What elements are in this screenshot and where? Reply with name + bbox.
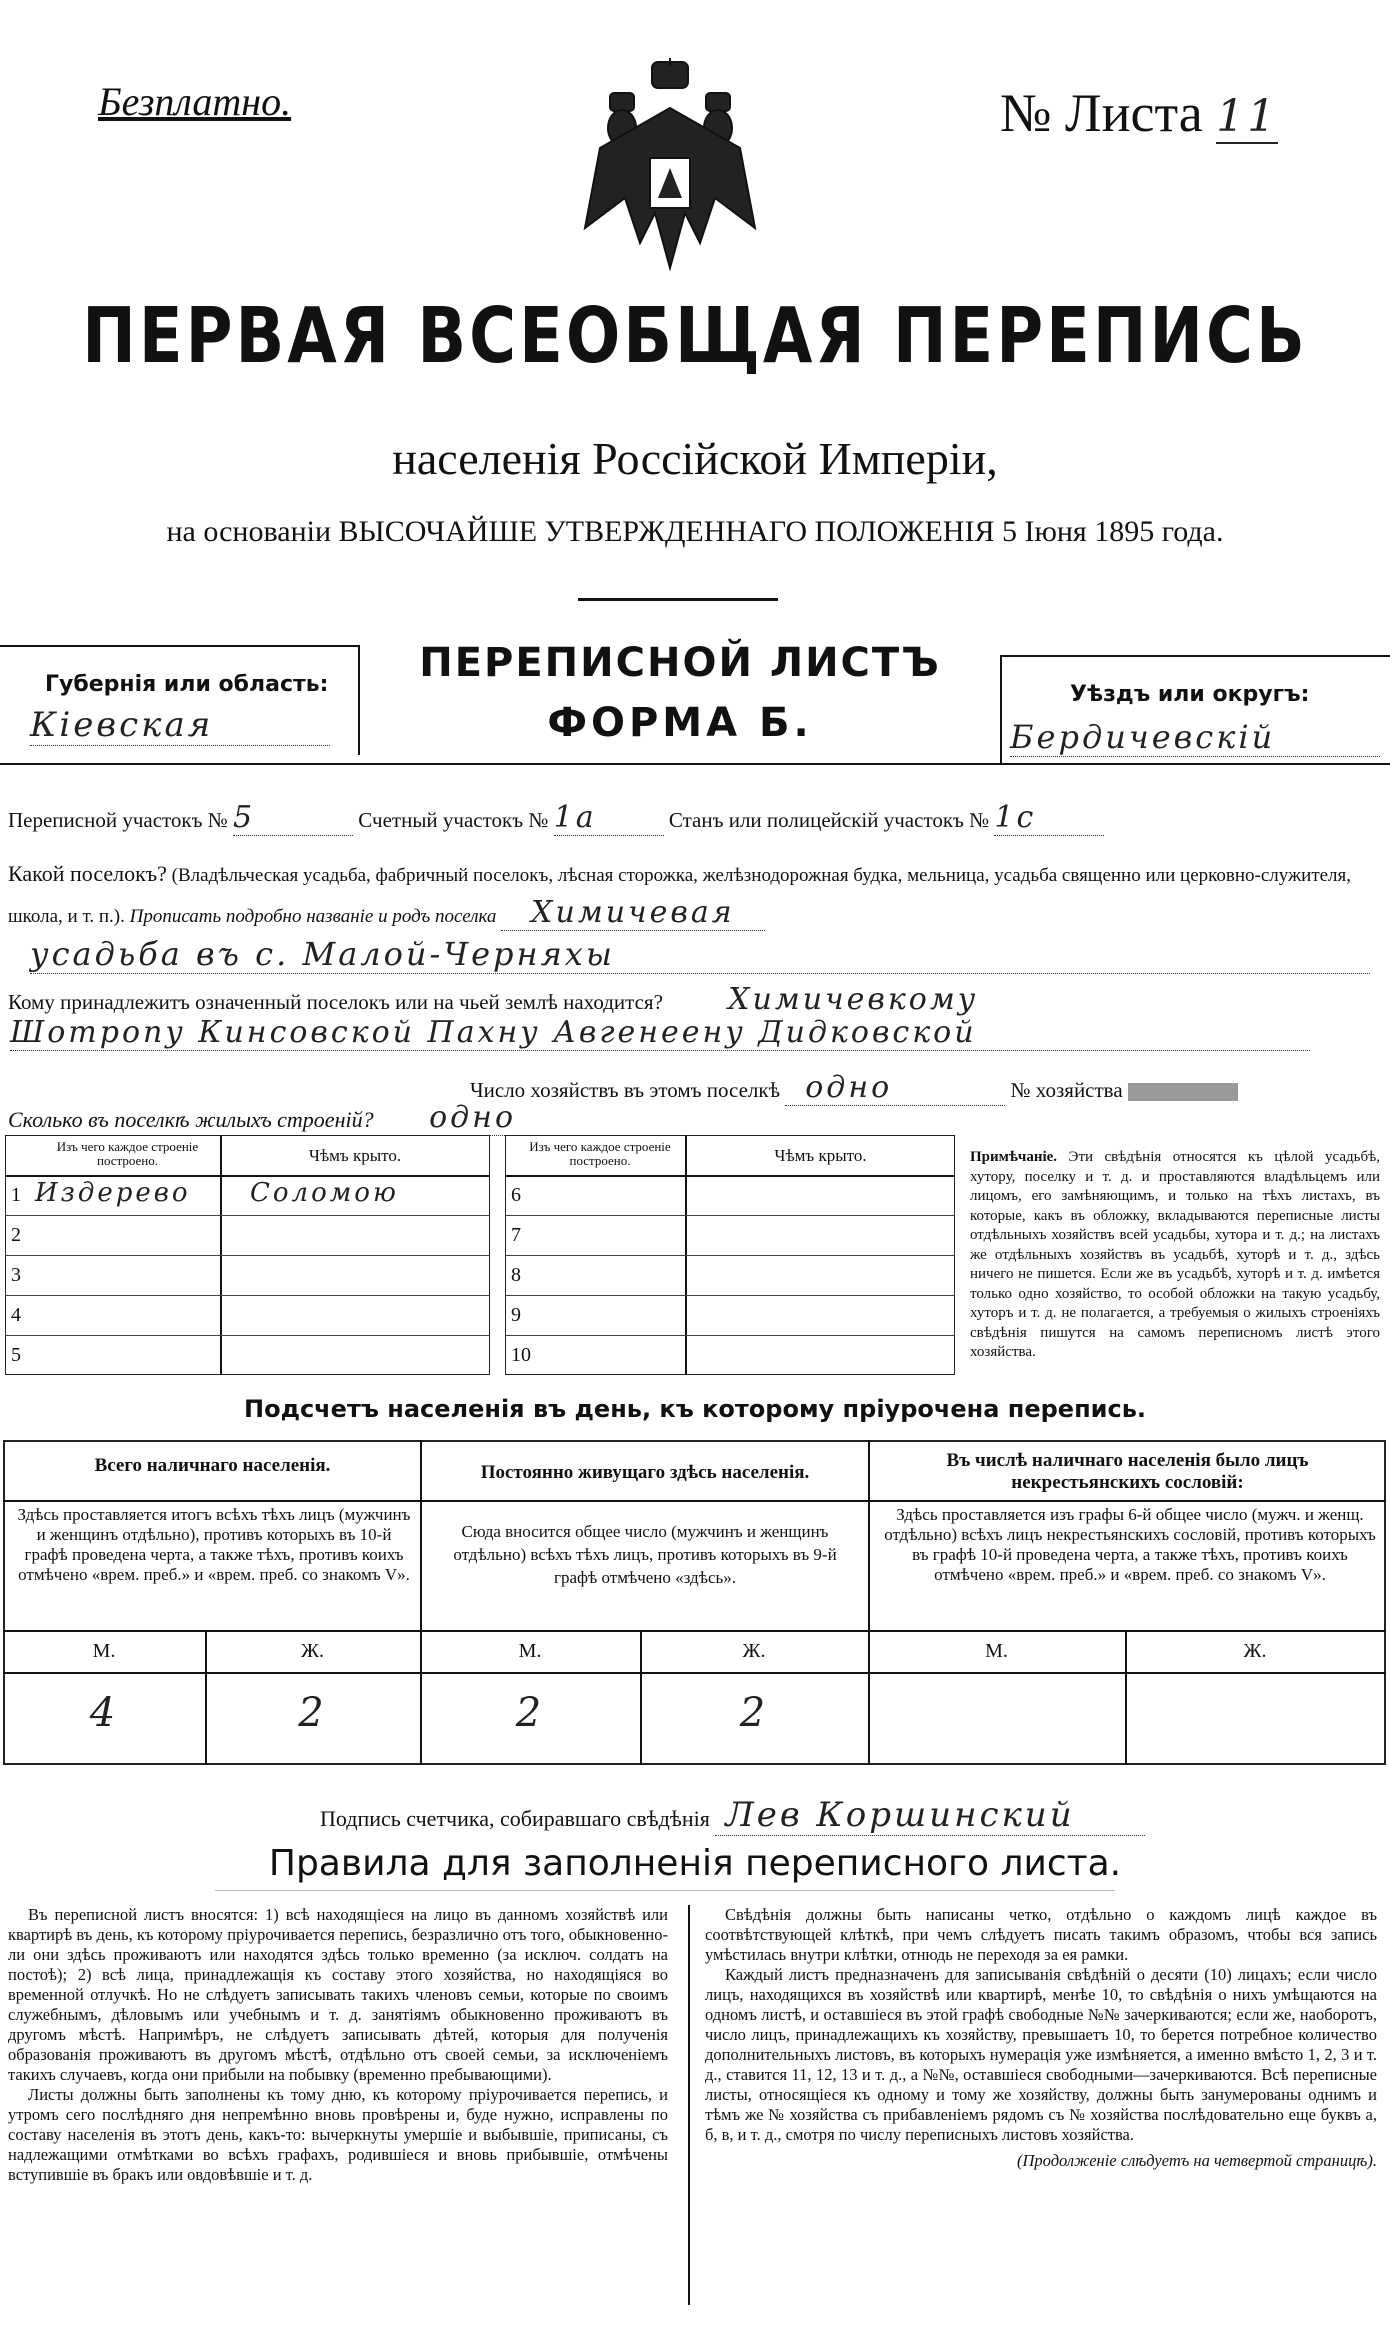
- double-headed-eagle-icon: [580, 58, 760, 288]
- col2-m-label: М.: [518, 1640, 542, 1662]
- counting-district-value: 1а: [554, 800, 664, 836]
- signature-label: Подпись счетчика, собиравшаго свѣдѣнія: [320, 1806, 710, 1831]
- uezd-value: Бердичевскій: [1010, 718, 1380, 757]
- left-row-number: 1: [11, 1184, 21, 1206]
- sheet-label: № Листа: [1000, 83, 1203, 143]
- left-col-material: Изъ чего каждое строеніе построено.: [56, 1139, 199, 1168]
- stan-label: Станъ или полицейскій участокъ №: [668, 808, 990, 832]
- rules-left-column: [8, 1905, 668, 2185]
- form-bottom-rule: [0, 763, 1390, 765]
- right-col-roof: Чѣмъ крыто.: [774, 1146, 867, 1165]
- rules-right-column: [705, 1905, 1377, 2171]
- col3-m-label: М.: [985, 1640, 1008, 1662]
- buildings-row: [8, 1100, 659, 1136]
- count-col3-text: Здѣсь проставляется изъ графы 6-й общее число (мужч. и женщ. отдѣльно) всѣхъ лицъ некрестьянскихъ сословій, противъ которыхъ въ графѣ 10-й проведена черта, а также тѣхъ, противъ коихъ отмѣчено «врем. преб.» и «врем. преб. со знакомъ V».: [884, 1505, 1376, 1584]
- form-title: ПЕРЕПИСНОЙ ЛИСТЪ: [419, 640, 941, 686]
- subtitle: населенія Россійской Имперіи,: [392, 433, 998, 484]
- count-col1-title: Всего наличнаго населенія.: [94, 1455, 331, 1476]
- free-label: Безплатно.: [98, 79, 292, 124]
- rules-column-divider: [688, 1905, 690, 2305]
- note-title: Примѣчаніе.: [970, 1149, 1058, 1165]
- owner-row: [8, 982, 1383, 1017]
- signature-row: [320, 1795, 1145, 1836]
- households-value: одно: [785, 1070, 1005, 1106]
- left-row-number: 5: [11, 1344, 21, 1366]
- count-col2-title: Постоянно живущаго здѣсь населенія.: [480, 1462, 810, 1483]
- owner-value-1: Химичевкому: [728, 982, 979, 1017]
- right-row: [505, 1216, 955, 1256]
- rules-right-p1: Свѣдѣнія должны быть написаны четко, отдѣльно о каждомъ лицѣ каждое въ соотвѣтствующей клѣткѣ, при чемъ слѣдуетъ писать такимъ образомъ, чтобы вся запись умѣстилась внутри клѣтки, отнюдь не переходя за ея рамки.: [705, 1905, 1377, 1964]
- col1-f-label: Ж.: [301, 1640, 324, 1662]
- settlement-instruction: Прописать подробно названіе и родъ поселка: [129, 906, 497, 927]
- main-title: ПЕРВАЯ ВСЕОБЩАЯ ПЕРЕПИСЬ: [82, 292, 1308, 382]
- census-district-row: [8, 800, 1388, 836]
- count-col3-title: Въ числѣ наличнаго населенія было лицъ некрестьянскихъ сословій:: [946, 1450, 1309, 1493]
- right-row: [505, 1336, 955, 1376]
- form-top-rule-left: [0, 645, 360, 647]
- count-heading: Подсчетъ населенія въ день, къ которому пріурочена перепись.: [244, 1395, 1146, 1423]
- owner-label: Кому принадлежитъ означенный поселокъ или на чьей землѣ находится?: [8, 990, 663, 1014]
- settlement-label: Какой поселокъ?: [8, 861, 167, 886]
- count-mf-rule-bottom: [3, 1672, 1386, 1674]
- settlement-value-2: усадьба въ с. Малой-Черняхы: [30, 935, 1370, 974]
- note-text: Эти свѣдѣнія относятся къ цѣлой усадьбѣ, хутору, поселку и т. д. и проставляются владѣльцемъ или лицомъ, его замѣняющимъ, и только на тѣхъ листахъ, въ которые, какъ въ обложку, вкладываются переписные листы отдѣльныхъ хозяйствъ всей усадьбы, хутора и т. д.; на листахъ же отдѣльныхъ хозяйствъ въ усадьбѣ, хуторѣ и т. д., здѣсь ничего не пишется. Если же въ усадьбѣ, хуторѣ и т. д. имѣется только одно хозяйство, то особой обложки на такую усадьбу, хуторъ и т. д. не полагается, а требуемыя о жилыхъ строеніяхъ свѣдѣнія пишутся на самомъ переписномъ листѣ этого хозяйства.: [970, 1149, 1381, 1360]
- rules-right-p2: Каждый листъ предназначенъ для записыванія свѣдѣній о десяти (10) лицахъ; если число лицъ, находящихся въ хозяйствѣ или квартирѣ, менѣе 10, то свѣдѣнія о нихъ умѣщаются на одномъ листѣ, и оставшіеся въ этой графѣ свободные №№ зачеркиваются; если же, наоборотъ, число лицъ, принадлежащихъ къ хозяйству, превышаетъ 10, то берется потребное количество дополнительныхъ листовъ, въ которыхъ нумерація уже измѣняется, а именно вмѣсто 1, 2, 3 и т. д., ставится 11, 12, 13 и т. д., а №№, оставшіеся свободными—зачеркиваются. Всѣ переписные листы, относящіеся къ одному и тому же хозяйству, должны быть занумерованы однимъ и тѣмъ же № хозяйства съ прибавленіемъ рядомъ съ № хозяйства послѣдовательно еще буквъ а, б, в, и т. д., смотря по числу переписныхъ листовъ хозяйства.: [705, 1965, 1377, 2144]
- right-row-number: 9: [511, 1304, 521, 1326]
- col2-m-value: 2: [515, 1690, 545, 1736]
- header-divider: [578, 598, 778, 601]
- right-row-number: 7: [511, 1224, 521, 1246]
- right-row: [505, 1256, 955, 1296]
- census-district-label: Переписной участокъ №: [8, 808, 228, 832]
- left-row: [5, 1176, 490, 1216]
- rules-left-p2: Листы должны быть заполнены къ тому дню, къ которому пріурочивается перепись, и утромъ сего послѣдняго дня непремѣнно вновь провѣрены и, буде нужно, исправлены по составу населенія въ этотъ день, какъ-то: вычеркнуты умершіе и выбывшіе, приписаны, съ надлежащими отмѣтками во всѣхъ графахъ, родившіеся и вновь прибывшіе, отмѣчены вступившіе въ бракъ или овдовѣвшіе и т. д.: [8, 2085, 668, 2184]
- rules-continued: (Продолженіе слѣдуетъ на четвертой страницѣ).: [1017, 2151, 1377, 2170]
- building-material: Издерево: [35, 1178, 191, 1208]
- left-row-number: 2: [11, 1224, 21, 1246]
- left-row: [5, 1296, 490, 1336]
- form-subtitle: ФОРМА Б.: [547, 700, 813, 746]
- counting-district-label: Счетный участокъ №: [358, 808, 549, 832]
- col1-f-value: 2: [298, 1690, 327, 1736]
- right-col-material: Изъ чего каждое строеніе построено.: [529, 1139, 671, 1168]
- count-mf-rule-top: [3, 1630, 1386, 1632]
- col2-f-value: 2: [739, 1690, 769, 1736]
- households-num-redacted: [1128, 1083, 1238, 1101]
- right-row: [505, 1296, 955, 1336]
- owner-value-2: Шотропу Кинсовской Пахну Авгенеену Дидковской: [10, 1015, 1310, 1051]
- stan-value: 1с: [994, 800, 1104, 836]
- col1-m-value: 4: [89, 1690, 119, 1736]
- settlement-hint: (Владѣльческая усадьба, фабричный поселокъ, лѣсная сторожка, желѣзнодорожная будка, мельница, усадьба священно или церковно-служителя, школа, и т. п.).: [8, 865, 1352, 927]
- buildings-label: Сколько въ поселкѣ жилыхъ строеній?: [8, 1107, 374, 1132]
- building-roof: Соломою: [250, 1178, 399, 1208]
- right-row-number: 6: [511, 1184, 521, 1206]
- households-num-label: № хозяйства: [1010, 1078, 1123, 1102]
- rules-left-p1: Въ переписной листъ вносятся: 1) всѣ находящіеся на лицо въ данномъ хозяйствѣ или квартирѣ въ день, къ которому пріурочивается перепись, безразлично отъ того, обыкновенно-ли они здѣсь проживаютъ или находятся здѣсь только временно (за исключ. солдатъ на постоѣ); 2) всѣ лица, принадлежащія къ составу этого хозяйства, но находящіяся во временной отлучкѣ. Но не слѣдуетъ записывать такихъ членовъ семьи, которые по своимъ служебнымъ, дѣловымъ или учебнымъ и т. д. занятіямъ обыкновенно проживаютъ въ другомъ мѣстѣ. Напримѣръ, не слѣдуетъ записывать дѣтей, которыя для полученія образованія проживаютъ въ другомъ мѣстѣ, отдѣльно отъ своей семьи, за исключеніемъ такихъ случаевъ, когда они прибыли на побывку (временно пребывающими).: [8, 1905, 668, 2084]
- buildings-value: одно: [379, 1100, 659, 1136]
- right-row-number: 10: [511, 1344, 531, 1366]
- left-row: [5, 1256, 490, 1296]
- rules-heading: Правила для заполненія переписного листа.: [268, 1843, 1122, 1884]
- col1-m-label: М.: [92, 1640, 116, 1662]
- left-col-roof: Чѣмъ крыто.: [308, 1146, 402, 1165]
- rules-underline: [215, 1890, 1115, 1891]
- count-col2-text: Сюда вносится общее число (мужчинъ и женщинъ отдѣльно) всѣхъ тѣхъ лицъ, противъ которыхъ въ 9-й графѣ отмѣчено «здѣсь».: [453, 1522, 837, 1587]
- left-row-number: 4: [11, 1304, 21, 1326]
- gubernia-label: Губернія или область:: [45, 672, 329, 697]
- settlement-value-1: Химичевая: [501, 895, 765, 931]
- sheet-number-label: [1000, 82, 1278, 144]
- count-title-rule: [3, 1500, 1386, 1502]
- right-row-number: 8: [511, 1264, 521, 1286]
- sheet-number: 11: [1216, 91, 1279, 142]
- census-district-value: 5: [233, 800, 353, 836]
- settlement-row: [8, 855, 1383, 935]
- basis-line: на основаніи ВЫСОЧАЙШЕ УТВЕРЖДЕННАГО ПОЛОЖЕНІЯ 5 Іюня 1895 года.: [166, 515, 1224, 548]
- left-row: [5, 1216, 490, 1256]
- col2-f-label: Ж.: [742, 1640, 766, 1662]
- note-block: [970, 1148, 1380, 1363]
- right-row: [505, 1176, 955, 1216]
- count-col-divider-2: [868, 1440, 870, 1765]
- signature-value: Лев Коршинский: [715, 1795, 1145, 1836]
- count-col1-text: Здѣсь проставляется итогъ всѣхъ тѣхъ лицъ (мужчинъ и женщинъ отдѣльно), противъ которыхъ въ 10-й графѣ проведена черта, а также тѣхъ, противъ коихъ отмѣчено «врем. преб.» и «врем. преб. со знакомъ V».: [17, 1505, 411, 1584]
- gubernia-value: Кіевская: [30, 705, 330, 746]
- form-top-rule-right: [1000, 655, 1390, 657]
- left-row-number: 3: [11, 1264, 21, 1286]
- form-right-box-left: [1000, 655, 1002, 765]
- households-label: Число хозяйствъ въ этомъ поселкѣ: [470, 1078, 780, 1102]
- col3-f-label: Ж.: [1243, 1640, 1267, 1662]
- left-row: [5, 1336, 490, 1376]
- uezd-label: Уѣздъ или округъ:: [1070, 682, 1310, 707]
